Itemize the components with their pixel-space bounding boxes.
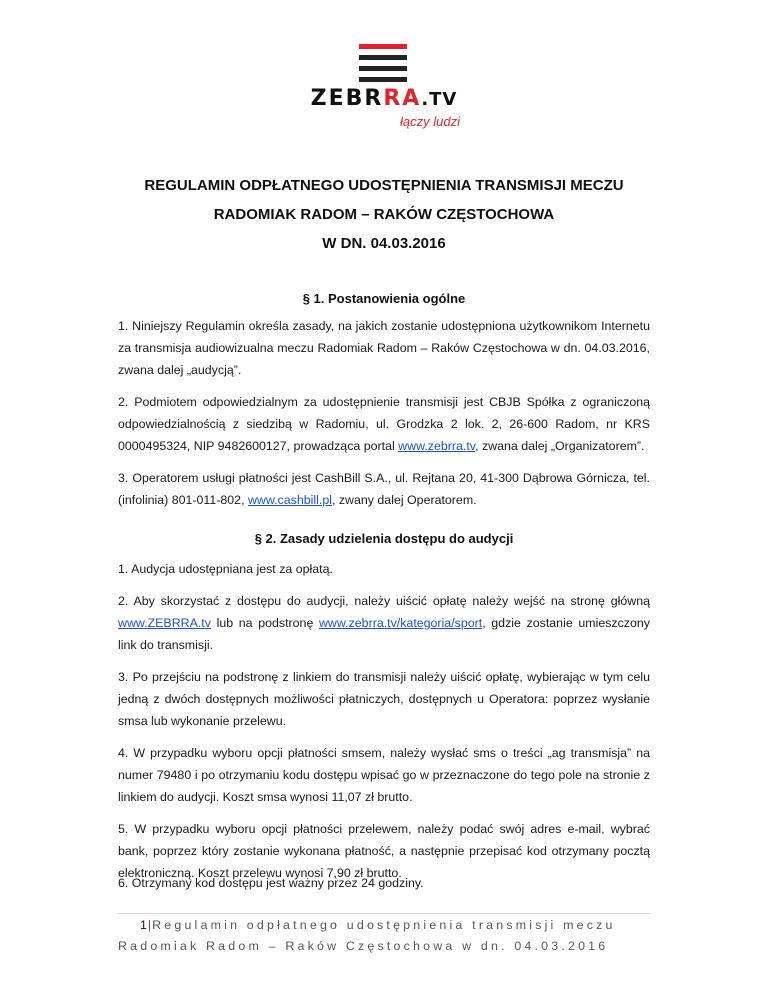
section-2-paragraph-5: 5. W przypadku wyboru opcji płatności przelewem, należy podać swój adres e-mail, wybrać bank, poprzez który zostanie wykonana płatność, a następnie przepisać kod otrzymany pocztą elektroniczną. Koszt przelewu wynosi 7,90 zł brutto. [118, 822, 650, 880]
footer-text-line-1: Regulamin odpłatnego udostępnienia transmisji meczu [152, 918, 616, 932]
zebra-stripes-icon [359, 44, 407, 84]
footer-text-line-2: Radomiak Radom – Raków Częstochowa w dn. 04.03.2016 [118, 939, 609, 953]
section-1-paragraph-1: 1. Niniejszy Regulamin określa zasady, na jakich zostanie udostępniona użytkownikom Internetu za transmisja audiowizualna meczu Radomiak Radom – Raków Częstochowa w dn. 04.03.2016, zwana dalej „audycją”. [118, 319, 650, 377]
section-1-heading: § 1. Postanowienia ogólne [302, 291, 466, 306]
footer-divider [118, 913, 650, 914]
page-number: 1 [140, 918, 148, 932]
zebrra-sport-link[interactable]: www.zebrra.tv/kategoria/sport [318, 616, 483, 630]
section-1-paragraph-3: 3. Operatorem usługi płatności jest CashBill S.A., ul. Rejtana 20, 41-300 Dąbrowa Górnicza, tel. (infolinia) 801-011-802, www.cashbill.pl, zwany dalej Operatorem. [118, 471, 650, 507]
brand-tagline: łączy ludzi [400, 114, 460, 129]
cashbill-link[interactable]: www.cashbill.pl [247, 493, 332, 507]
section-2-paragraph-1: 1. Audycja udostępniana jest za opłatą. [118, 562, 333, 576]
page-footer: 1|Regulamin odpłatnego udostępnienia transmisji meczu Radomiak Radom – Raków Częstochowa w dn. 04.03.2016 [140, 915, 650, 957]
section-2-paragraph-6: 6. Otrzymany kod dostępu jest ważny przez 24 godziny. [118, 876, 424, 890]
section-2-paragraph-4: 4. W przypadku wyboru opcji płatności smsem, należy wysłać sms o treści „ag transmisja” na numer 79480 i po otrzymaniu kodu dostępu wpisać go w przeznaczone do tego pole na stronie z linkiem do audycji. Koszt smsa wynosi 11,07 zł brutto. [118, 746, 650, 804]
section-2-heading: § 2. Zasady udzielenia dostępu do audycji [254, 531, 514, 546]
document-title-line-1: REGULAMIN ODPŁATNEGO UDOSTĘPNIENIA TRANSMISJI MECZU [144, 177, 624, 194]
section-1-paragraph-2: 2. Podmiotem odpowiedzialnym za udostępnienie transmisji jest CBJB Spółka z ograniczoną odpowiedzialnością z siedzibą w Radomiu, ul. Grodzka 2 lok. 2, 26-600 Radom, nr KRS 0000495324, NIP 9482600127, prowadząca portal www.zebrra.tv, zwana dalej „Organizatorem”. [118, 395, 650, 453]
section-2-paragraph-2: 2. Aby skorzystać z dostępu do audycji, należy uiścić opłatę należy wejść na stronę główną www.ZEBRRA.tv lub na podstronę www.zebrra.tv/kategoria/sport, gdzie zostanie umieszczony link do transmisji. [118, 594, 650, 652]
zebrra-home-link[interactable]: www.ZEBRRA.tv [118, 616, 211, 630]
document-title-line-2: RADOMIAK RADOM – RAKÓW CZĘSTOCHOWA [213, 206, 555, 223]
section-2-paragraph-3: 3. Po przejściu na podstronę z linkiem do transmisji należy uiścić opłatę, wybierając w tym celu jedną z dwóch dostępnych możliwości płatniczych, dostępnych u Operatora: poprzez wysłanie smsa lub wykonanie przelewu. [118, 670, 650, 728]
document-title-line-3: W DN. 04.03.2016 [322, 235, 446, 252]
brand-wordmark: ZEBRRA.TV [310, 86, 458, 111]
zebrra-link[interactable]: www.zebrra.tv [398, 439, 476, 453]
